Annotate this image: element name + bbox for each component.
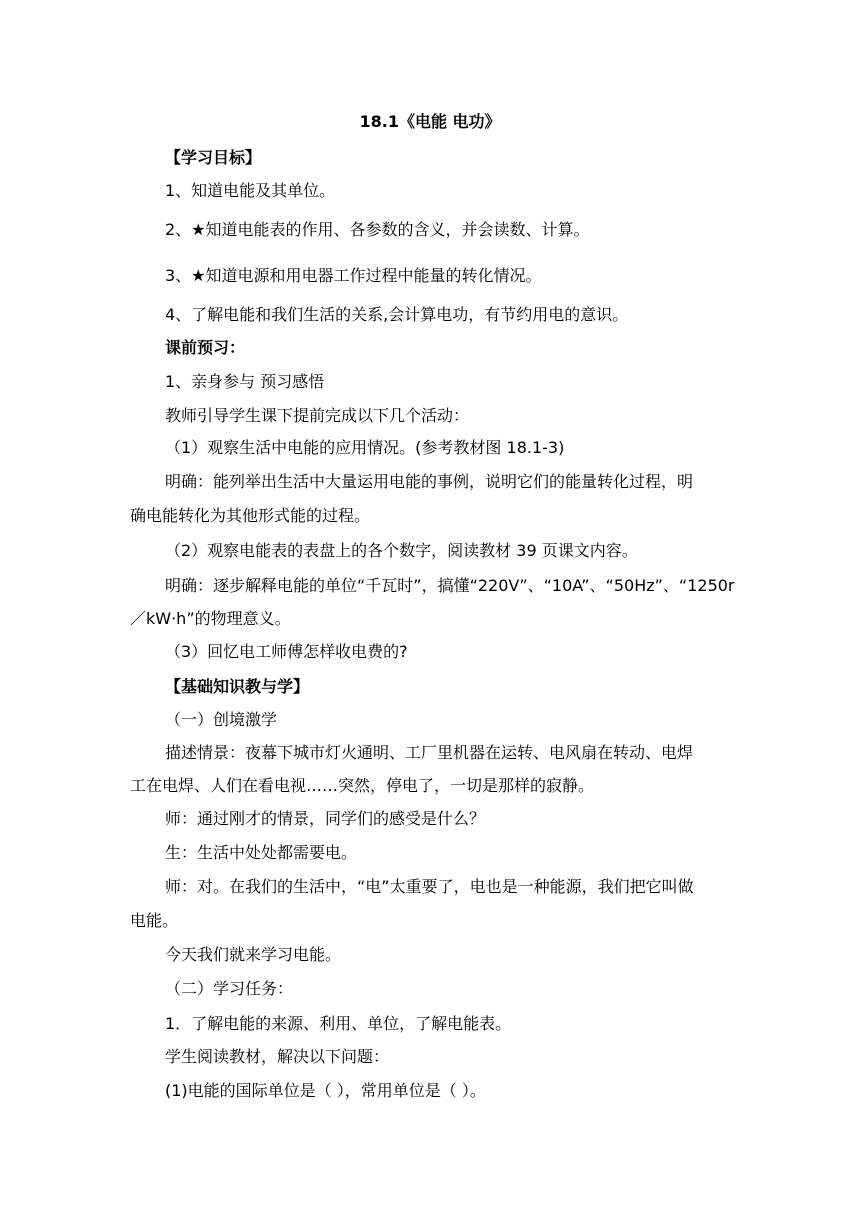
objective-item: 1、知道电能及其单位。 <box>165 181 336 200</box>
preview-heading: 课前预习： <box>165 338 246 357</box>
preview-line: 教师引导学生课下提前完成以下几个活动： <box>165 406 470 425</box>
basics-line: 今天我们就来学习电能。 <box>165 945 342 964</box>
basics-line: （一）创境激学 <box>165 710 278 729</box>
basics-line: 师：通过刚才的情景，同学们的感受是什么？ <box>165 809 486 828</box>
basics-line: （二）学习任务： <box>165 979 294 998</box>
basics-line: 电能。 <box>130 911 179 930</box>
basics-line: 1．了解电能的来源、利用、单位，了解电能表。 <box>165 1014 512 1033</box>
basics-line: (1)电能的国际单位是（ ），常用单位是（ ）。 <box>165 1081 486 1100</box>
basics-line: 描述情景：夜幕下城市灯火通明、工厂里机器在运转、电风扇在转动、电焊 <box>165 743 694 762</box>
preview-line: （3）回忆电工师傅怎样收电费的? <box>165 642 408 661</box>
preview-line: 1、亲身参与 预习感悟 <box>165 372 325 391</box>
preview-line: 确电能转化为其他形式能的过程。 <box>130 506 371 525</box>
basics-line: 学生阅读教材，解决以下问题： <box>165 1047 390 1066</box>
objectives-heading: 【学习目标】 <box>165 148 262 167</box>
objective-item: 2、★知道电能表的作用、各参数的含义，并会读数、计算。 <box>165 220 590 239</box>
objective-item: 4、了解电能和我们生活的关系,会计算电功，有节约用电的意识。 <box>165 305 629 324</box>
preview-line: 明确：逐步解释电能的单位“千瓦时”，搞懂“220V”、“10A”、“50Hz”、“1250r <box>165 576 735 595</box>
preview-line: ／kW·h”的物理意义。 <box>130 609 291 628</box>
basics-line: 生：生活中处处都需要电。 <box>165 843 358 862</box>
preview-line: 明确：能列举出生活中大量运用电能的事例，说明它们的能量转化过程，明 <box>165 472 694 491</box>
basics-line: 工在电焊、人们在看电视……突然，停电了，一切是那样的寂静。 <box>130 776 595 795</box>
preview-line: （1）观察生活中电能的应用情况。(参考教材图 18.1-3) <box>165 438 565 457</box>
basics-line: 师：对。在我们的生活中，“电”太重要了，电也是一种能源，我们把它叫做 <box>165 877 694 896</box>
document-title: 18.1《电能 电功》 <box>359 112 501 131</box>
basics-heading: 【基础知识教与学】 <box>165 677 310 696</box>
objective-item: 3、★知道电源和用电器工作过程中能量的转化情况。 <box>165 266 542 285</box>
preview-line: （2）观察电能表的表盘上的各个数字，阅读教材 39 页课文内容。 <box>165 541 638 560</box>
